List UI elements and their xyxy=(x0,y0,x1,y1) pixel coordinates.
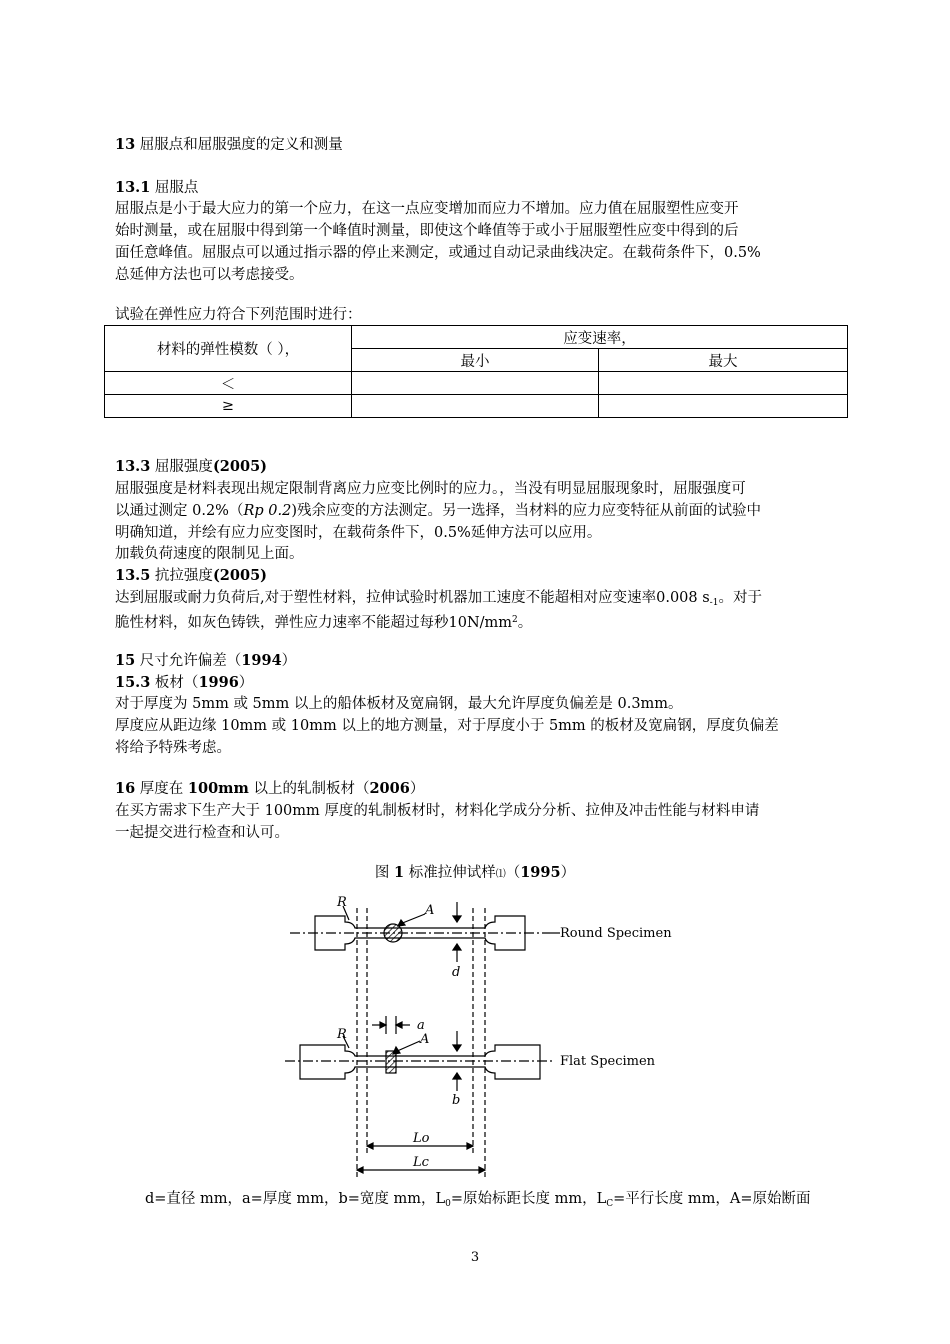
table-header-min: 最小 xyxy=(352,349,599,372)
width-label: b xyxy=(452,1093,461,1108)
parallel-length-label: Lc xyxy=(413,1155,429,1170)
paragraph-line: 在买方需求下生产大于 100mm 厚度的轧制板材时，材料化学成分分析、拉伸及冲击性能与材料申请 xyxy=(115,803,760,819)
table-cell xyxy=(599,395,848,418)
paragraph-line: 脆性材料，如灰色铸铁，弹性应力速率不能超过每秒$10N/mm^2$。 xyxy=(115,615,533,631)
table-row xyxy=(105,372,848,395)
figure-caption: d=直径 mm，a=厚度 mm，b=宽度 mm，$L_0=$原始标距长度 mm，$L_C=$平行长度 mm，A=原始断面 xyxy=(145,1191,811,1209)
paragraph-line: 一起提交进行检查和认可。 xyxy=(115,825,289,841)
paragraph-line: 屈服强度是材料表现出规定限制背离应力应变比例时的应力。，当没有明显屈服现象时，屈服强度可 xyxy=(115,481,746,497)
table-cell: ＜ xyxy=(105,372,352,395)
thickness-label: a xyxy=(417,1018,425,1033)
flat-specimen-label: Flat Specimen xyxy=(560,1054,656,1069)
area-label-flat: A xyxy=(420,1032,430,1047)
paragraph-line: 屈服点是小于最大应力的第一个应力，在这一点应变增加而应力不增加。应力值在屈服塑性应变开 xyxy=(115,201,739,217)
table-cell xyxy=(352,395,599,418)
paragraph-line: 达到屈服或耐力负荷后,对于塑性材料，拉伸试验时机器加工速度不能超相对应变速率0.008 $s_{-1}$。对于 xyxy=(115,590,762,608)
section-13-heading: 13 屈服点和屈服强度的定义和测量 xyxy=(115,136,343,153)
tensile-specimen-figure xyxy=(285,888,685,1180)
area-label-round: A xyxy=(425,903,435,918)
paragraph-line: 对于厚度为 5mm 或 5mm 以上的船体板材及宽扁钢，最大允许厚度负偏差是 0.3mm。 xyxy=(115,696,683,712)
section-15-3-heading: 15.3 板材（1996） xyxy=(115,674,254,691)
section-16-heading: 16 厚度在 100mm 以上的轧制板材（2006） xyxy=(115,780,425,797)
strain-rate-table xyxy=(104,325,848,418)
section-13-5-heading: 13.5 抗拉强度(2005) xyxy=(115,567,268,584)
page-number: 3 xyxy=(470,1250,480,1265)
paragraph-line: 以通过测定 0.2%（Rp 0.2)残余应变的方法测定。另一选择，当材料的应力应变特征从前面的试验中 xyxy=(115,503,761,519)
table-intro: 试验在弹性应力符合下列范围时进行： xyxy=(115,307,362,323)
paragraph-line: 明确知道，并绘有应力应变图时，在载荷条件下，0.5%延伸方法可以应用。 xyxy=(115,525,602,541)
flat-specimen-outline xyxy=(300,1045,540,1079)
paragraph-line: 将给予特殊考虑。 xyxy=(115,740,231,756)
round-specimen-label: Round Specimen xyxy=(560,926,672,941)
paragraph-line: 总延伸方法也可以考虑接受。 xyxy=(115,267,304,283)
paragraph-line: 面任意峰值。屈服点可以通过指示器的停止来测定，或通过自动记录曲线决定。在载荷条件下，0.5% xyxy=(115,245,761,261)
table-cell: ≥ xyxy=(105,395,352,418)
table-cell xyxy=(599,372,848,395)
paragraph-line: 加载负荷速度的限制见上面。 xyxy=(115,546,304,562)
figure-title: 图 1 标准拉伸试样⑴（1995） xyxy=(374,864,576,881)
round-cross-section xyxy=(384,924,402,942)
section-13-1-heading: 13.1 屈服点 xyxy=(115,179,199,196)
paragraph-line: 厚度应从距边缘 10mm 或 10mm 以上的地方测量，对于厚度小于 5mm 的板材及宽扁钢，厚度负偏差 xyxy=(115,718,779,734)
table-row xyxy=(105,395,848,418)
section-13-3-heading: 13.3 屈服强度(2005) xyxy=(115,458,268,475)
table-header-max: 最大 xyxy=(599,349,848,372)
paragraph-line: 始时测量，或在屈服中得到第一个峰值时测量，即使这个峰值等于或小于屈服塑性应变中得到的后 xyxy=(115,223,739,239)
radius-label-round: R xyxy=(337,895,347,910)
table-header-modulus: 材料的弹性模数（ ）， xyxy=(105,326,352,372)
table-header-rate: 应变速率， xyxy=(352,326,848,349)
gauge-length-label: Lo xyxy=(413,1131,430,1146)
section-15-heading: 15 尺寸允许偏差（1994） xyxy=(115,652,297,669)
diameter-label: d xyxy=(452,965,461,980)
radius-label-flat: R xyxy=(337,1027,347,1042)
table-cell xyxy=(352,372,599,395)
